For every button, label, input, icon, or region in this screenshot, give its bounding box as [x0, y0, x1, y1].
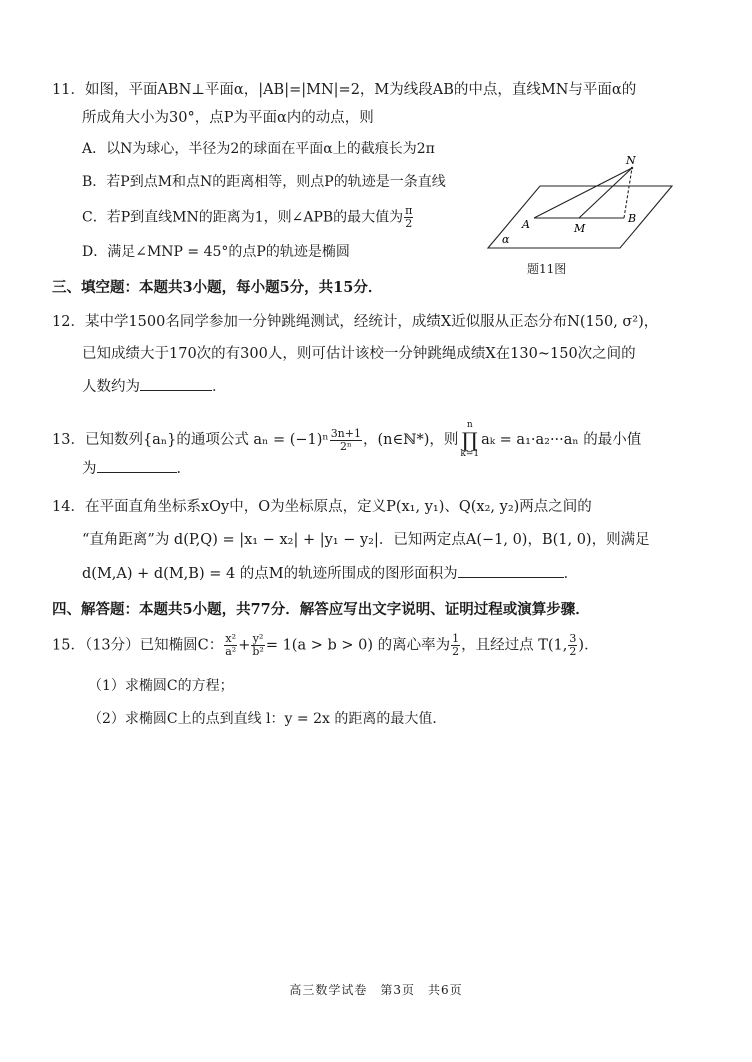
q11-option-c: [82, 205, 414, 230]
q14-number: 14．: [52, 499, 85, 515]
q14-answer-blank[interactable]: [458, 563, 564, 578]
q11-figure: [482, 150, 682, 260]
q11-option-b: B．若P到点M和点N的距离相等，则点P的轨迹是一条直线: [82, 174, 446, 190]
q11-stem2: 所成角大小为30°，点P为平面α内的动点，则: [82, 110, 374, 126]
q11-option-c-fraction: [404, 205, 413, 230]
q12-text1: 某中学1500名同学参加一分钟跳绳测试，经统计，成绩X近似服从正态分布N(150, σ²)，: [84, 314, 659, 330]
q13-text-pre: 已知数列{aₙ}的通项公式 aₙ = (−1)ⁿ: [84, 432, 329, 448]
q15-text-mid: = 1(a > b > 0) 的离心率为: [265, 637, 451, 654]
q11-option-d: D．满足∠MNP = 45°的点P的轨迹是椭圆: [82, 244, 350, 260]
q13-text2: 为: [82, 461, 97, 477]
q15-e-num: 1: [452, 632, 460, 645]
q13-text2-end: ．: [176, 461, 191, 477]
segment-bn: [624, 168, 632, 218]
q13-product: [460, 421, 479, 459]
q14-line3: [82, 563, 578, 584]
q13-line2: [82, 458, 191, 479]
label-a: A: [522, 218, 530, 231]
q12-text3-end: ．: [212, 379, 227, 395]
q13-frac-num: 3n+1: [330, 426, 361, 440]
q13-number: 13．: [52, 432, 85, 448]
q14-text1: 在平面直角坐标系xOy中，O为坐标原点，定义P(x₁, y₁)、Q(x₂, y₂)两点之间的: [84, 499, 592, 515]
q11-option-c-text: C．若P到直线MN的距离为1，则∠APB的最大值为: [82, 209, 404, 226]
q15-fy-num: y²: [252, 632, 264, 645]
q15-fx-num: x²: [225, 632, 237, 645]
q15-e-den: 2: [452, 645, 460, 658]
q15-frac-e: [451, 633, 460, 658]
q15-t-num: 3: [569, 632, 577, 645]
q13-frac-den: 2ⁿ: [339, 439, 352, 453]
q13-text-mid: ，(n∈ℕ*)，则: [363, 432, 459, 448]
label-alpha: α: [502, 233, 510, 246]
point-n-dot: [631, 167, 633, 169]
q15-frac-y: [251, 633, 264, 658]
q12-answer-blank[interactable]: [140, 376, 212, 391]
label-m: M: [574, 222, 586, 235]
label-b: B: [628, 212, 637, 225]
q11-number: 11．: [52, 82, 85, 98]
q12-number: 12．: [52, 314, 85, 330]
q15-text-end: )．: [578, 637, 599, 654]
section-4-heading: 四、解答题：本题共5小题，共77分．解答应写出文字说明、证明过程或演算步骤．: [52, 601, 590, 618]
segment-an: [534, 168, 632, 218]
q15-frac-x: [224, 633, 237, 658]
q15-line1: [52, 633, 599, 658]
q11-stem-line1: [52, 80, 636, 100]
q14-text3-end: ．: [563, 566, 579, 582]
q15-text-mid2: ，且经过点 T(1,: [461, 637, 568, 654]
q11-option-a: A．以N为球心，半径为2的球面在平面α上的截痕长为2π: [82, 141, 435, 157]
q14-text3: d(M,A) + d(M,B) = 4 的点M的轨迹所围成的图形面积为: [82, 566, 458, 582]
page-footer: 高三数学试卷 第3页 共6页: [289, 983, 463, 997]
q13-prod-top: n: [466, 420, 473, 430]
q15-t-den: 2: [569, 645, 577, 658]
q15-sub2: （2）求椭圆C上的点到直线 l：y = 2x 的距离的最大值．: [88, 711, 447, 727]
q11-option-c-den: 2: [405, 217, 413, 230]
q12-line1: [52, 312, 658, 332]
q11-figure-caption: 题11图: [527, 262, 567, 276]
q15-text-pre: （13分）已知椭圆C：: [84, 637, 224, 654]
q15-plus: +: [238, 637, 251, 654]
section-3-heading: 三、填空题：本题共3小题，每小题5分，共15分．: [52, 279, 383, 296]
q13-fraction: [330, 428, 362, 453]
q11-option-c-num: π: [405, 204, 413, 217]
q11-stem1: 如图，平面ABN⊥平面α，|AB|=|MN|=2，M为线段AB的中点，直线MN与平面α的: [84, 82, 637, 98]
q15-frac-t: [568, 633, 577, 658]
q15-sub1: （1）求椭圆C的方程；: [88, 678, 234, 694]
q13-prod-symbol: ∏: [461, 428, 478, 452]
q14-line2: “直角距离”为 d(P,Q) = |x₁ − x₂| + |y₁ − y₂|．已知两定点A(−1, 0)，B(1, 0)，则满足: [82, 532, 650, 548]
q13-line1: [52, 421, 641, 459]
q13-prod-bottom: k=1: [460, 449, 480, 459]
q12-line2: 已知成绩大于170次的有300人，则可估计该校一分钟跳绳成绩X在130~150次之间的: [82, 346, 636, 362]
q15-fx-den: a²: [225, 645, 237, 658]
q15-fy-den: b²: [252, 645, 264, 658]
q12-text3: 人数约为: [82, 379, 140, 395]
q13-text-post: aₖ = a₁·a₂···aₙ 的最小值: [481, 432, 642, 448]
q15-number: 15．: [52, 637, 85, 654]
q13-answer-blank[interactable]: [97, 458, 177, 473]
q14-line1: [52, 497, 592, 517]
label-n: N: [626, 154, 636, 167]
q12-line3: [82, 376, 227, 397]
segment-mn: [579, 168, 632, 218]
